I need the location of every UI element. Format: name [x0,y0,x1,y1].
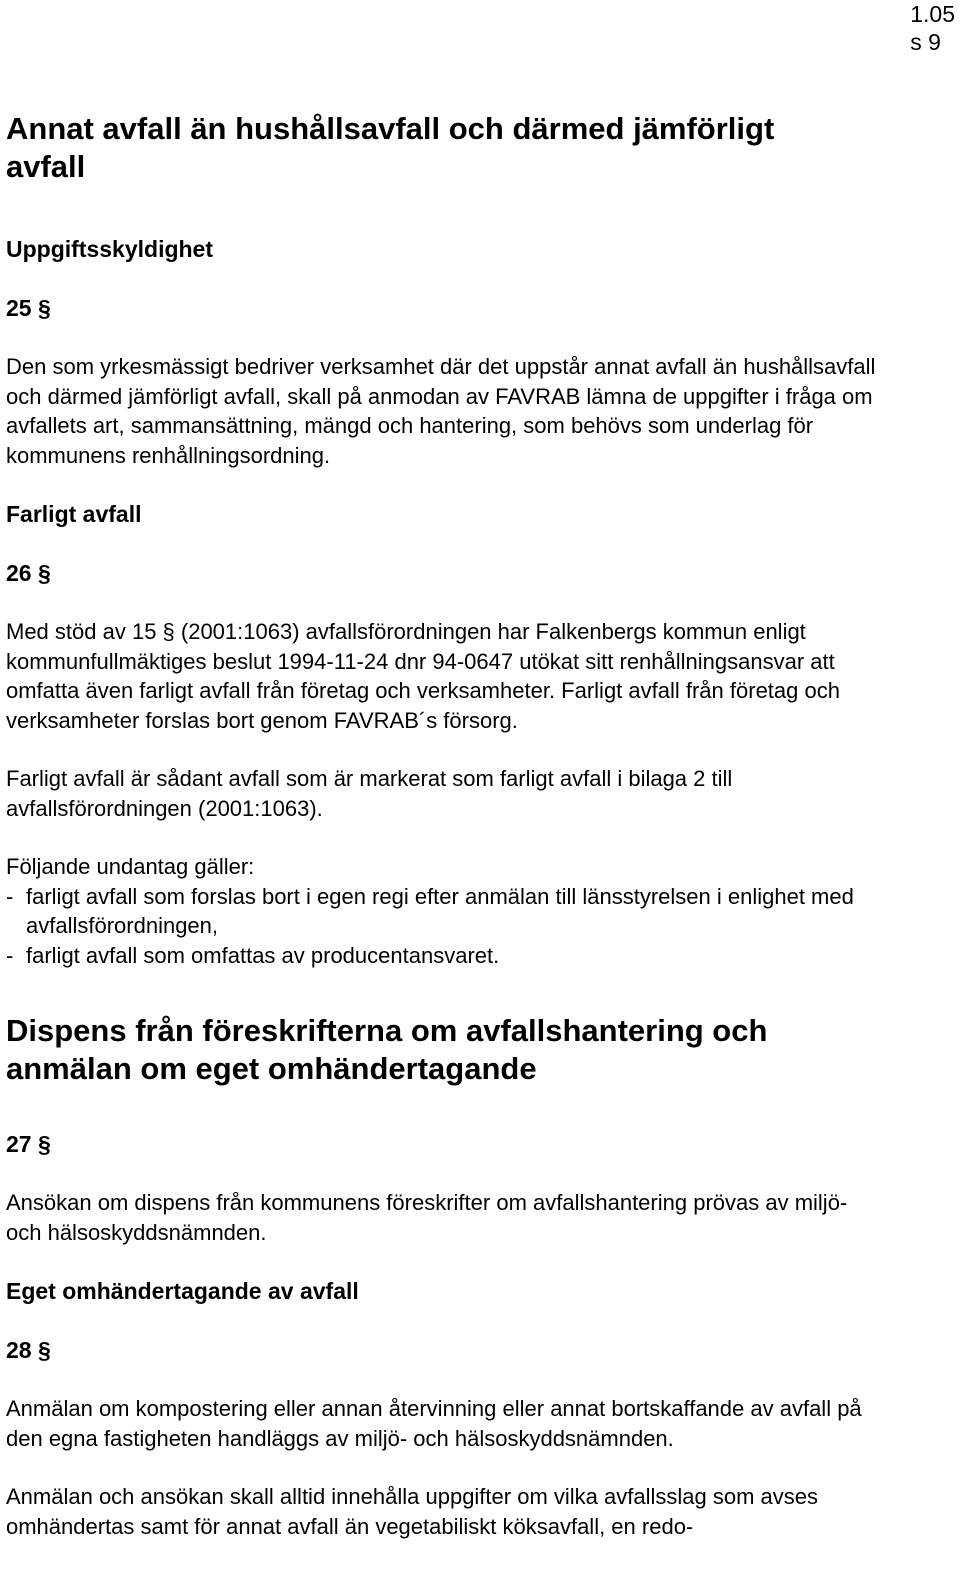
paragraph-26-text-2: Farligt avfall är sådant avfall som är markerat som farligt avfall i bilaga 2 till avfallsförordningen (2001:1063). [6,766,733,821]
subheading-farligt-avfall: Farligt avfall [6,501,142,527]
paragraph-26-text-1: Med stöd av 15 § (2001:1063) avfallsförordningen har Falkenbergs kommun enligt kommunfullmäktiges beslut 1994-11-24 dnr 94-0647 utökat sitt renhållningsansvar att omfatta även farligt avfall från företag och verksamheter. Farligt avfall från företag och verksamheter forslas bort genom FAVRAB´s försorg. [6,619,840,733]
paragraph-27-text: Ansökan om dispens från kommunens föreskrifter om avfallshantering prövas av miljö- och hälsoskyddsnämnden. [6,1190,848,1245]
exception-item [6,882,906,941]
page-ref-version: 1.05 [910,1,955,27]
section-title-annat-avfall: Annat avfall än hushållsavfall och därmed jämförligt avfall [6,111,775,184]
section-title-dispens: Dispens från föreskrifterna om avfallshantering och anmälan om eget omhändertagande [6,1013,768,1086]
page-ref-page: s 9 [910,29,941,55]
exceptions-intro: Följande undantag gäller: [6,854,255,879]
paragraph-25-text: Den som yrkesmässigt bedriver verksamhet där det uppstår annat avfall än hushållsavfall och därmed jämförligt avfall, skall på anmodan av FAVRAB lämna de uppgifter i fråga om avfallets art, sammansättning, mängd och hantering, som behövs som underlag för kommunens renhållningsordning. [6,354,876,468]
paragraph-number-25: 25 § [6,295,51,321]
list-dash: - [6,942,14,968]
subheading-uppgiftsskyldighet: Uppgiftsskyldighet [6,236,214,262]
document-body [6,110,906,1541]
paragraph-number-28: 28 § [6,1337,51,1363]
subheading-eget-omhandertagande: Eget omhändertagande av avfall [6,1278,359,1304]
paragraph-number-27: 27 § [6,1131,51,1157]
exception-item-text: farligt avfall som omfattas av producentansvaret. [26,942,500,968]
paragraph-number-26: 26 § [6,560,51,586]
list-dash: - [6,883,14,909]
exception-item [6,941,906,971]
paragraph-28-text-2: Anmälan och ansökan skall alltid innehålla uppgifter om vilka avfallsslag som avses omhändertas samt för annat avfall än vegetabiliskt köksavfall, en redo- [6,1484,818,1539]
page-reference [910,0,955,56]
paragraph-28-text-1: Anmälan om kompostering eller annan återvinning eller annat bortskaffande av avfall på den egna fastigheten handläggs av miljö- och hälsoskyddsnämnden. [6,1396,862,1451]
exception-item-text: farligt avfall som forslas bort i egen regi efter anmälan till länsstyrelsen i enlighet med avfallsförordningen, [26,883,854,938]
